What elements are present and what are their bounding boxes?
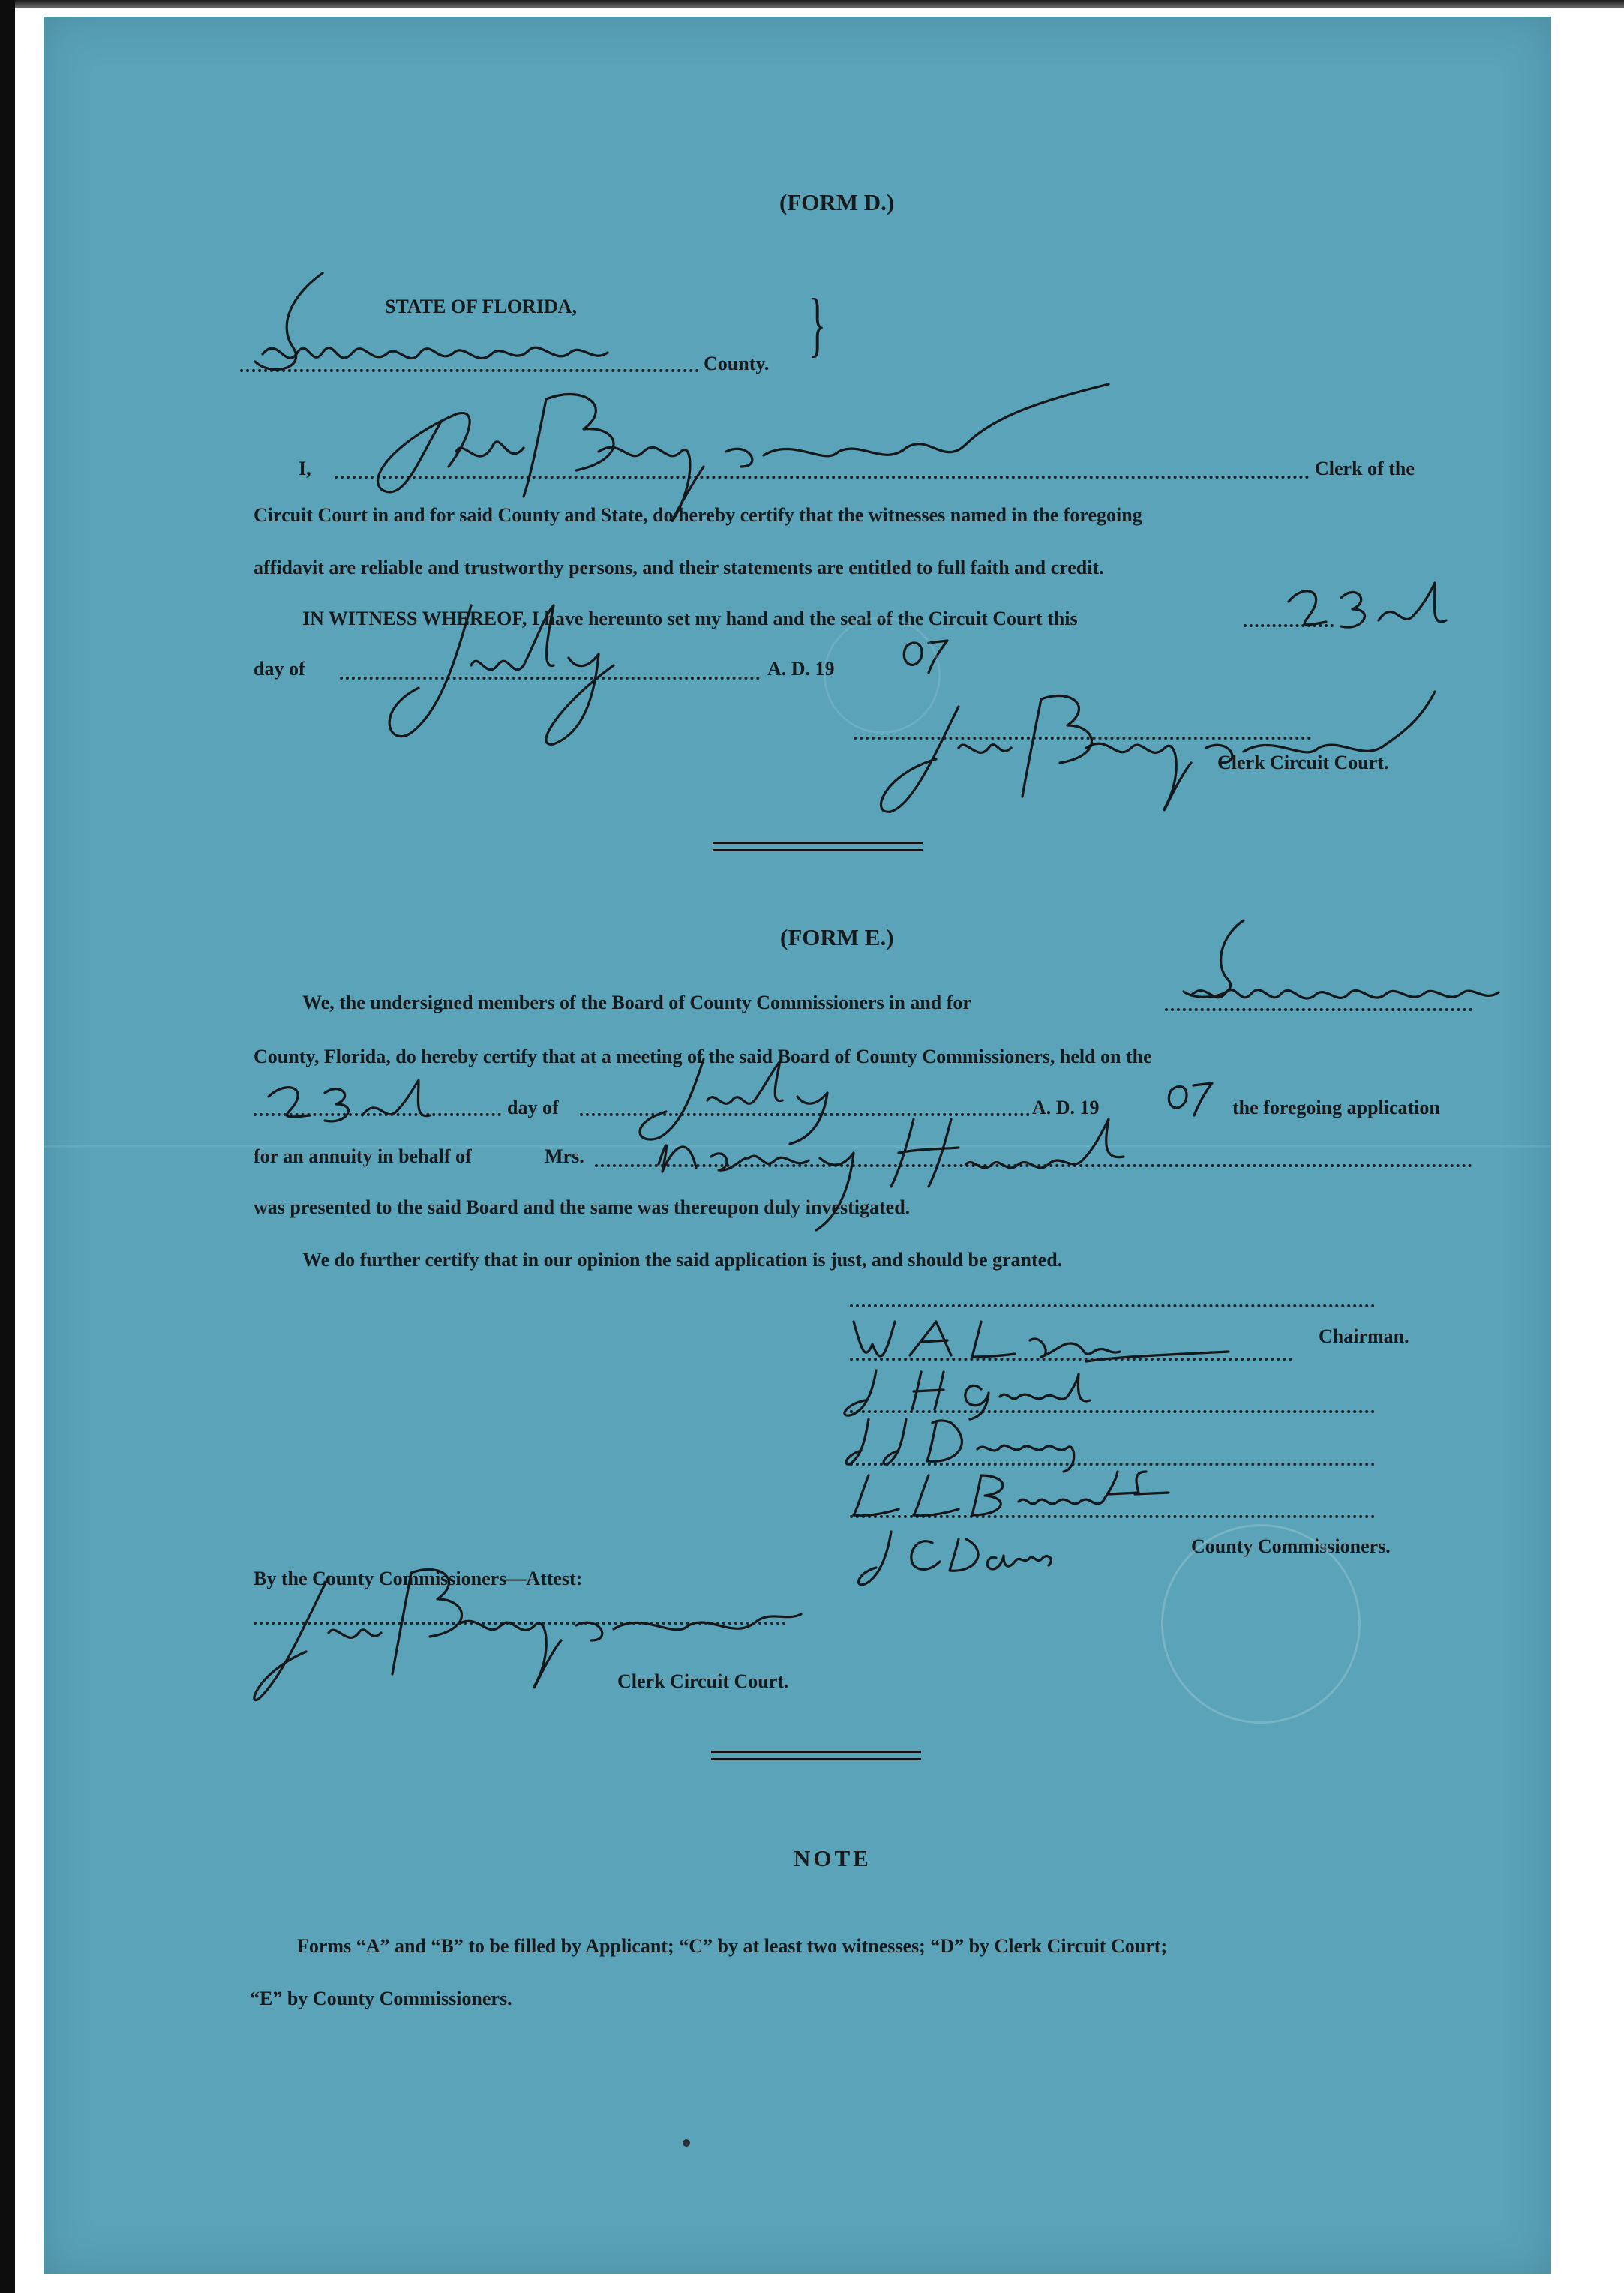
form-e-annuity-label: for an annuity in behalf of [254, 1145, 472, 1167]
county-suffix-label: County. [704, 353, 770, 374]
form-e-line-1: We, the undersigned members of the Board of County Commissioners in and for [302, 992, 971, 1013]
form-e-county-handwriting-suwannee [1169, 913, 1529, 1018]
section-divider-top [713, 842, 923, 844]
day-of-label: day of [254, 658, 305, 680]
certify-text-line-1: Circuit Court in and for said County and State, do hereby certify that the witnesses named in the foregoing [254, 504, 1142, 526]
clerk-name-handwriting-signature [374, 369, 1169, 527]
commissioner-signature-l-l-burnett [839, 1464, 1184, 1524]
scanner-edge-left [0, 0, 15, 2293]
form-e-line-2: County, Florida, do hereby certify that at a meeting of the said Board of County Commissioners, held on the [254, 1046, 1152, 1067]
day-handwriting-23rd [1281, 575, 1454, 650]
clerk-circuit-court-title: Clerk Circuit Court. [1217, 752, 1389, 773]
form-e-application-label: the foregoing application [1232, 1097, 1440, 1118]
form-e-day-of-label: day of [507, 1097, 559, 1118]
attest-label: By the County Commissioners—Attest: [254, 1568, 583, 1589]
note-heading: NOTE [794, 1845, 872, 1871]
form-e-heading: (FORM E.) [780, 924, 894, 950]
chairman-top-dotted-line [850, 1304, 1375, 1307]
state-of-florida-label: STATE OF FLORIDA, [385, 296, 577, 317]
form-d-heading: (FORM D.) [779, 189, 895, 215]
note-divider-top [711, 1751, 921, 1753]
month-handwriting-july [374, 598, 674, 748]
document-page [44, 17, 1551, 2274]
embossed-seal-small [824, 617, 941, 734]
note-line-2: “E” by County Commissioners. [250, 1988, 512, 2009]
county-commissioners-label: County Commissioners. [1191, 1535, 1391, 1557]
note-divider-bottom [711, 1758, 921, 1760]
embossed-seal [1161, 1524, 1361, 1724]
commissioner-signature-j-c-davis [846, 1524, 1071, 1592]
note-line-1: Forms “A” and “B” to be filled by Applicant; “C” by at least two witnesses; “D” by Clerk Circuit Court; [297, 1935, 1168, 1957]
scanner-edge-top [15, 0, 1624, 8]
attest-clerk-label: Clerk Circuit Court. [617, 1670, 789, 1692]
form-e-further-line: We do further certify that in our opinion the said application is just, and should be granted. [302, 1249, 1063, 1271]
commissioner-signature-w-a-lyon [839, 1310, 1259, 1370]
form-e-mrs-label: Mrs. [545, 1145, 584, 1167]
i-prefix-label: I, [299, 458, 311, 479]
form-e-day-handwriting-23rd [261, 1074, 441, 1134]
chairman-label: Chairman. [1319, 1325, 1409, 1347]
paper-speck [683, 2139, 690, 2147]
commissioner-signature-j-j-dempsey [839, 1412, 1109, 1472]
county-brace: } [809, 284, 827, 364]
form-e-ad-19-label: A. D. 19 [1032, 1097, 1100, 1118]
certify-text-line-2: affidavit are reliable and trustworthy persons, and their statements are entitled to full faith and credit. [254, 557, 1104, 578]
section-divider-bottom [713, 849, 923, 851]
form-e-presented-line: was presented to the said Board and the same was thereupon duly investigated. [254, 1196, 911, 1218]
witness-whereof-line: IN WITNESS WHEREOF, I have hereunto set my hand and the seal of the Circuit Court this [302, 608, 1078, 629]
clerk-of-the-label: Clerk of the [1315, 458, 1415, 479]
ad-19-label: A. D. 19 [767, 658, 835, 680]
